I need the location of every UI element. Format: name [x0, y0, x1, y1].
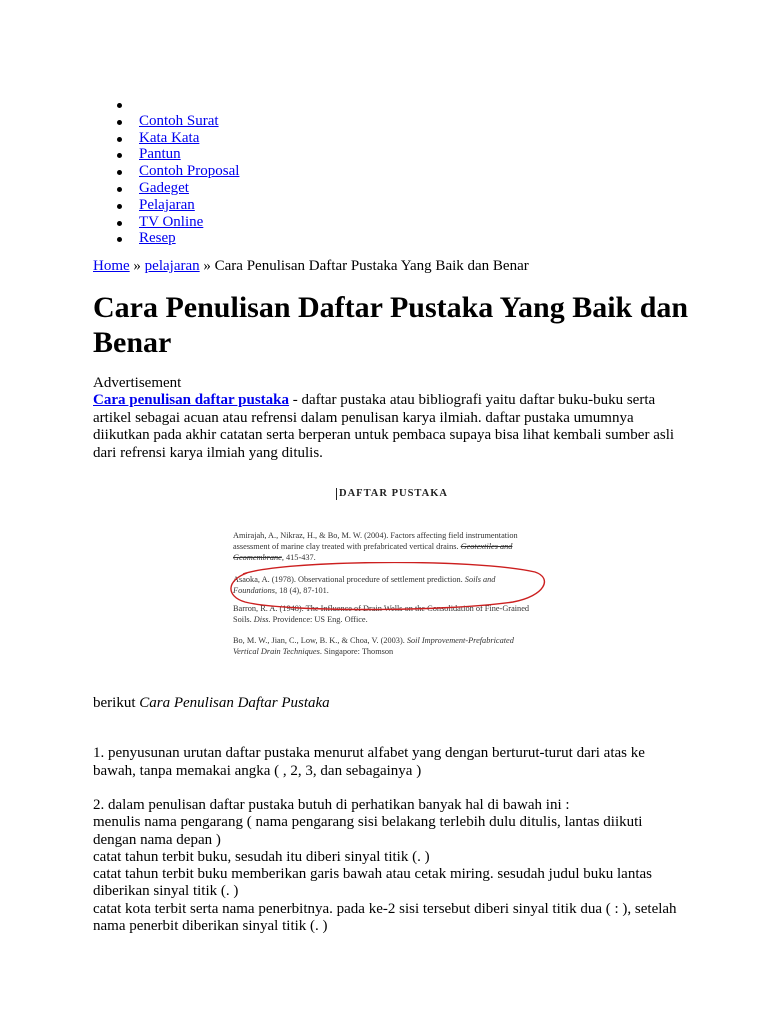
step-2-section: [93, 797, 683, 935]
breadcrumb-separator: »: [133, 258, 141, 274]
nav-link[interactable]: Pantun: [139, 146, 181, 163]
nav-item-empty[interactable]: [93, 96, 239, 113]
breadcrumb: [93, 257, 529, 275]
step-2-item: catat kota terbit serta nama penerbitnya. pada ke-2 sisi tersebut diberi sinyal titik dua ( : ), setelah nama penerbit diberikan sinyal titik (. ): [93, 900, 677, 935]
step-1-paragraph: 1. penyusunan urutan daftar pustaka menurut alfabet yang dengan berturut-turut dari atas ke bawah, tanpa memakai angka ( , 2, 3, dan sebagainya ): [93, 745, 645, 779]
subheading-italic: Cara Penulisan Daftar Pustaka: [139, 695, 330, 711]
bullet-icon: [117, 103, 122, 108]
subheading: [93, 694, 330, 712]
bullet-icon: [117, 221, 122, 226]
bullet-icon: [117, 237, 122, 242]
reference-end: Providence: US Eng. Office.: [270, 615, 368, 625]
reference-journal: Geotextiles and Geomembrane: [233, 542, 513, 563]
reference-text: Amirajah, A., Nikraz, H., & Bo, M. W. (2004). Factors affecting field instrumentation assessment of marine clay treated with prefabricated vertical drains.: [233, 531, 518, 552]
nav-link[interactable]: Pelajaran: [139, 196, 195, 213]
nav-item-contoh-proposal[interactable]: [93, 163, 239, 180]
bullet-icon: [117, 137, 122, 142]
nav-menu: [93, 96, 239, 247]
nav-link[interactable]: Contoh Proposal: [139, 163, 240, 180]
nav-item-gadeget[interactable]: [93, 180, 239, 197]
step-2-item: catat tahun terbit buku memberikan garis bawah atau cetak miring. sesudah judul buku lantas diberikan sinyal titik (. ): [93, 866, 652, 900]
intro-link[interactable]: Cara penulisan daftar pustaka: [93, 392, 290, 408]
nav-link[interactable]: Contoh Surat: [139, 112, 219, 129]
reference-end: , 18 (4), 87-101.: [274, 586, 329, 596]
subheading-prefix: berikut: [93, 695, 140, 711]
breadcrumb-category-link[interactable]: pelajaran: [144, 258, 200, 274]
text-cursor: [336, 488, 337, 500]
reference-text: Barron, R. A. (1948). The Influence of Drain Wells on the Consolidation of Fine-Grained Soils.: [233, 604, 530, 625]
reference-text: Asaoka, A. (1978). Observational procedure of settlement prediction.: [233, 575, 465, 584]
nav-link[interactable]: Gadeget: [139, 179, 189, 196]
circle-stroke: [231, 562, 544, 609]
bullet-icon: [117, 170, 122, 175]
step-2-heading: 2. dalam penulisan daftar pustaka butuh di perhatikan banyak hal di bawah ini :: [93, 797, 570, 813]
nav-link[interactable]: Resep: [139, 230, 176, 247]
nav-item-pelajaran[interactable]: [93, 197, 239, 214]
nav-link[interactable]: TV Online: [139, 213, 204, 230]
reference-text: Bo, M. W., Jian, C., Low, B. K., & Choa, V. (2003).: [233, 636, 407, 645]
step-2-item: catat tahun terbit buku, sesudah itu diberi sinyal titik (. ): [93, 848, 430, 865]
red-circle-annotation: [223, 562, 553, 612]
nav-item-contoh-surat[interactable]: [93, 113, 239, 130]
reference-journal: Soils and Foundations: [233, 575, 496, 596]
reference-end: , 415-437.: [281, 553, 316, 563]
bullet-icon: [117, 120, 122, 125]
nav-item-resep[interactable]: [93, 230, 239, 247]
reference-journal: Soil Improvement-Prefabricated Vertical Drain Techniques: [233, 636, 514, 657]
bullet-icon: [117, 204, 122, 209]
reference-end: . Singapore: Thomson: [319, 647, 394, 657]
advertisement-label: Advertisement: [93, 375, 182, 391]
breadcrumb-current: Cara Penulisan Daftar Pustaka Yang Baik dan Benar: [214, 258, 529, 274]
breadcrumb-separator: »: [203, 258, 211, 274]
reference-journal: Diss.: [253, 615, 271, 625]
bullet-icon: [117, 153, 122, 158]
bullet-icon: [117, 187, 122, 192]
figure-reference: [233, 635, 533, 657]
nav-item-tv-online[interactable]: [93, 214, 239, 231]
breadcrumb-home-link[interactable]: Home: [93, 258, 130, 274]
step-2-item: menulis nama pengarang ( nama pengarang sisi belakang terlebih dulu ditulis, lantas diikuti dengan nama depan ): [93, 814, 643, 848]
nav-item-kata-kata[interactable]: [93, 130, 239, 147]
figure-title: DAFTAR PUSTAKA: [339, 488, 448, 499]
page-title: Cara Penulisan Daftar Pustaka Yang Baik dan Benar: [93, 291, 689, 359]
bibliography-example-image: [233, 482, 533, 667]
nav-link[interactable]: Kata Kata: [139, 129, 200, 146]
intro-paragraph: [93, 392, 683, 462]
nav-item-pantun[interactable]: [93, 146, 239, 163]
intro-text: - daftar pustaka atau bibliografi yaitu daftar buku-buku serta artikel sebagai acuan atau refrensi dalam penulisan karya ilmiah. daftar pustaka umumnya diikutkan pada akhir catatan serta berperan untuk pembaca supaya bisa lihat kembali sumber asli dari refrensi karya ilmiah yang ditulis.: [93, 392, 675, 461]
figure-reference: [233, 530, 533, 564]
